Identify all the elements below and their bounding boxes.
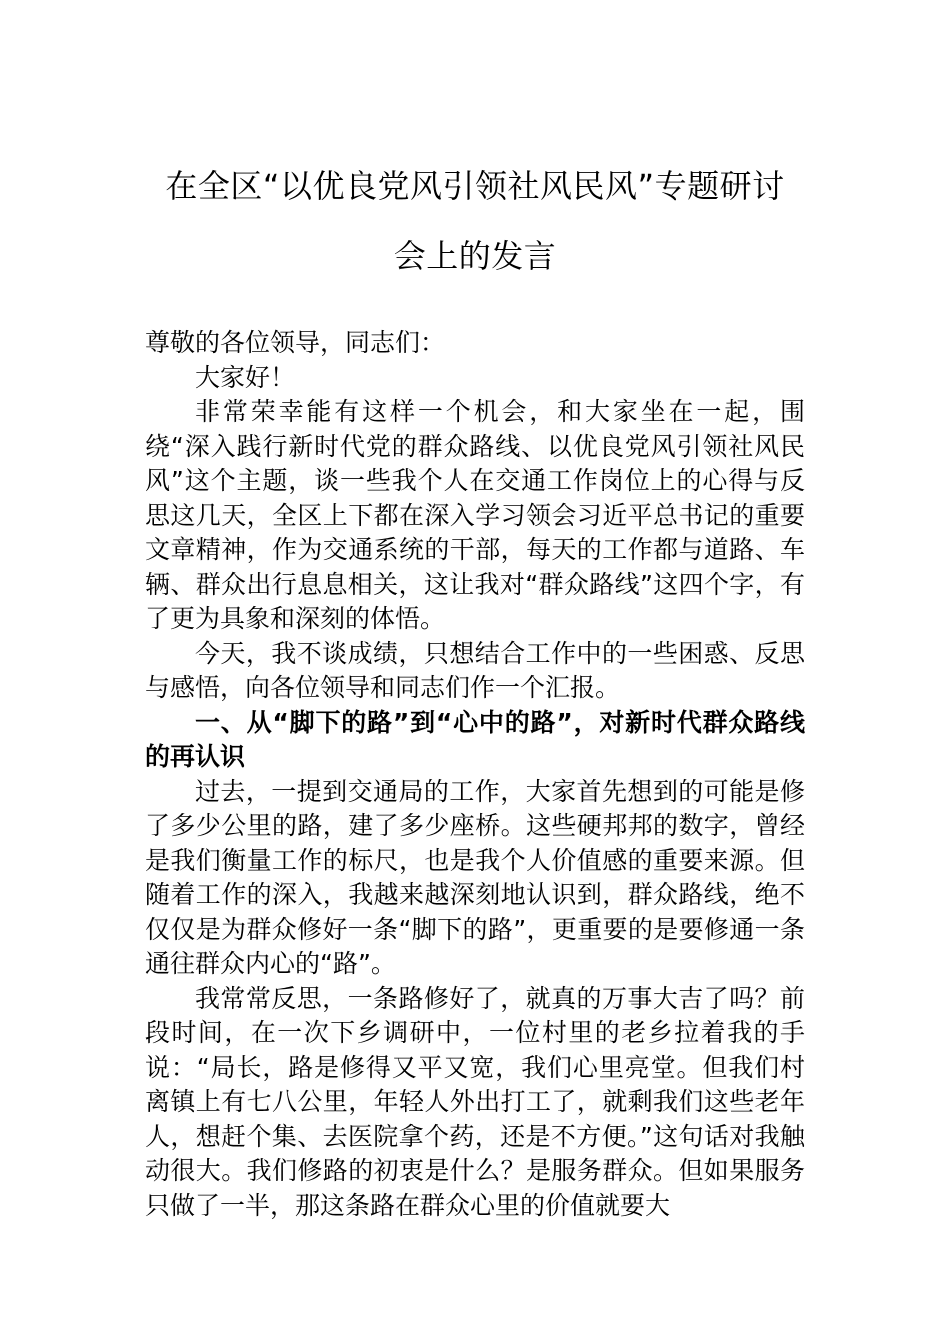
paragraph-intro: 非常荣幸能有这样一个机会，和大家坐在一起，围绕“深入践行新时代党的群众路线、以优良党风引领社风民风”这个主题，谈一些我个人在交通工作岗位上的心得与反思这几天，全区上下都在深入学习领会习近平总书记的重要文章精神，作为交通系统的干部，每天的工作都与道路、车辆、群众出行息息相关，这让我对“群众路线”这四个字，有了更为具象和深刻的体悟。 (145, 397, 805, 633)
document-title-line-2: 会上的发言 (393, 237, 557, 275)
document-title-line-1: 在全区“以优良党风引领社风民风”专题研讨 (165, 167, 785, 205)
paragraph-report: 今天，我不谈成绩，只想结合工作中的一些困惑、反思与感悟，向各位领导和同志们作一个汇报。 (145, 638, 805, 702)
paragraph-section1-2: 我常常反思，一条路修好了，就真的万事大吉了吗？前段时间，在一次下乡调研中，一位村里的老乡拉着我的手说：“局长，路是修得又平又宽，我们心里亮堂。但我们村离镇上有七八公里，年轻人外出打工了，就剩我们这些老年人，想赶个集、去医院拿个药，还是不方便。”这句话对我触动很大。我们修路的初衷是什么？是服务群众。但如果服务只做了一半，那这条路在群众心里的价值就要大 (145, 983, 805, 1220)
paragraph-section1-1: 过去，一提到交通局的工作，大家首先想到的可能是修了多少公里的路，建了多少座桥。这些硬邦邦的数字，曾经是我们衡量工作的标尺，也是我个人价值感的重要来源。但随着工作的深入，我越来越深刻地认识到，群众路线，绝不仅仅是为群众修好一条“脚下的路”，更重要的是要修通一条通往群众内心的“路”。 (145, 776, 805, 978)
document-body (145, 326, 805, 1223)
section-heading-1: 一、从“脚下的路”到“心中的路”，对新时代群众路线的再认识 (145, 707, 805, 771)
greeting: 大家好！ (195, 362, 296, 392)
salutation: 尊敬的各位领导，同志们： (145, 328, 446, 357)
